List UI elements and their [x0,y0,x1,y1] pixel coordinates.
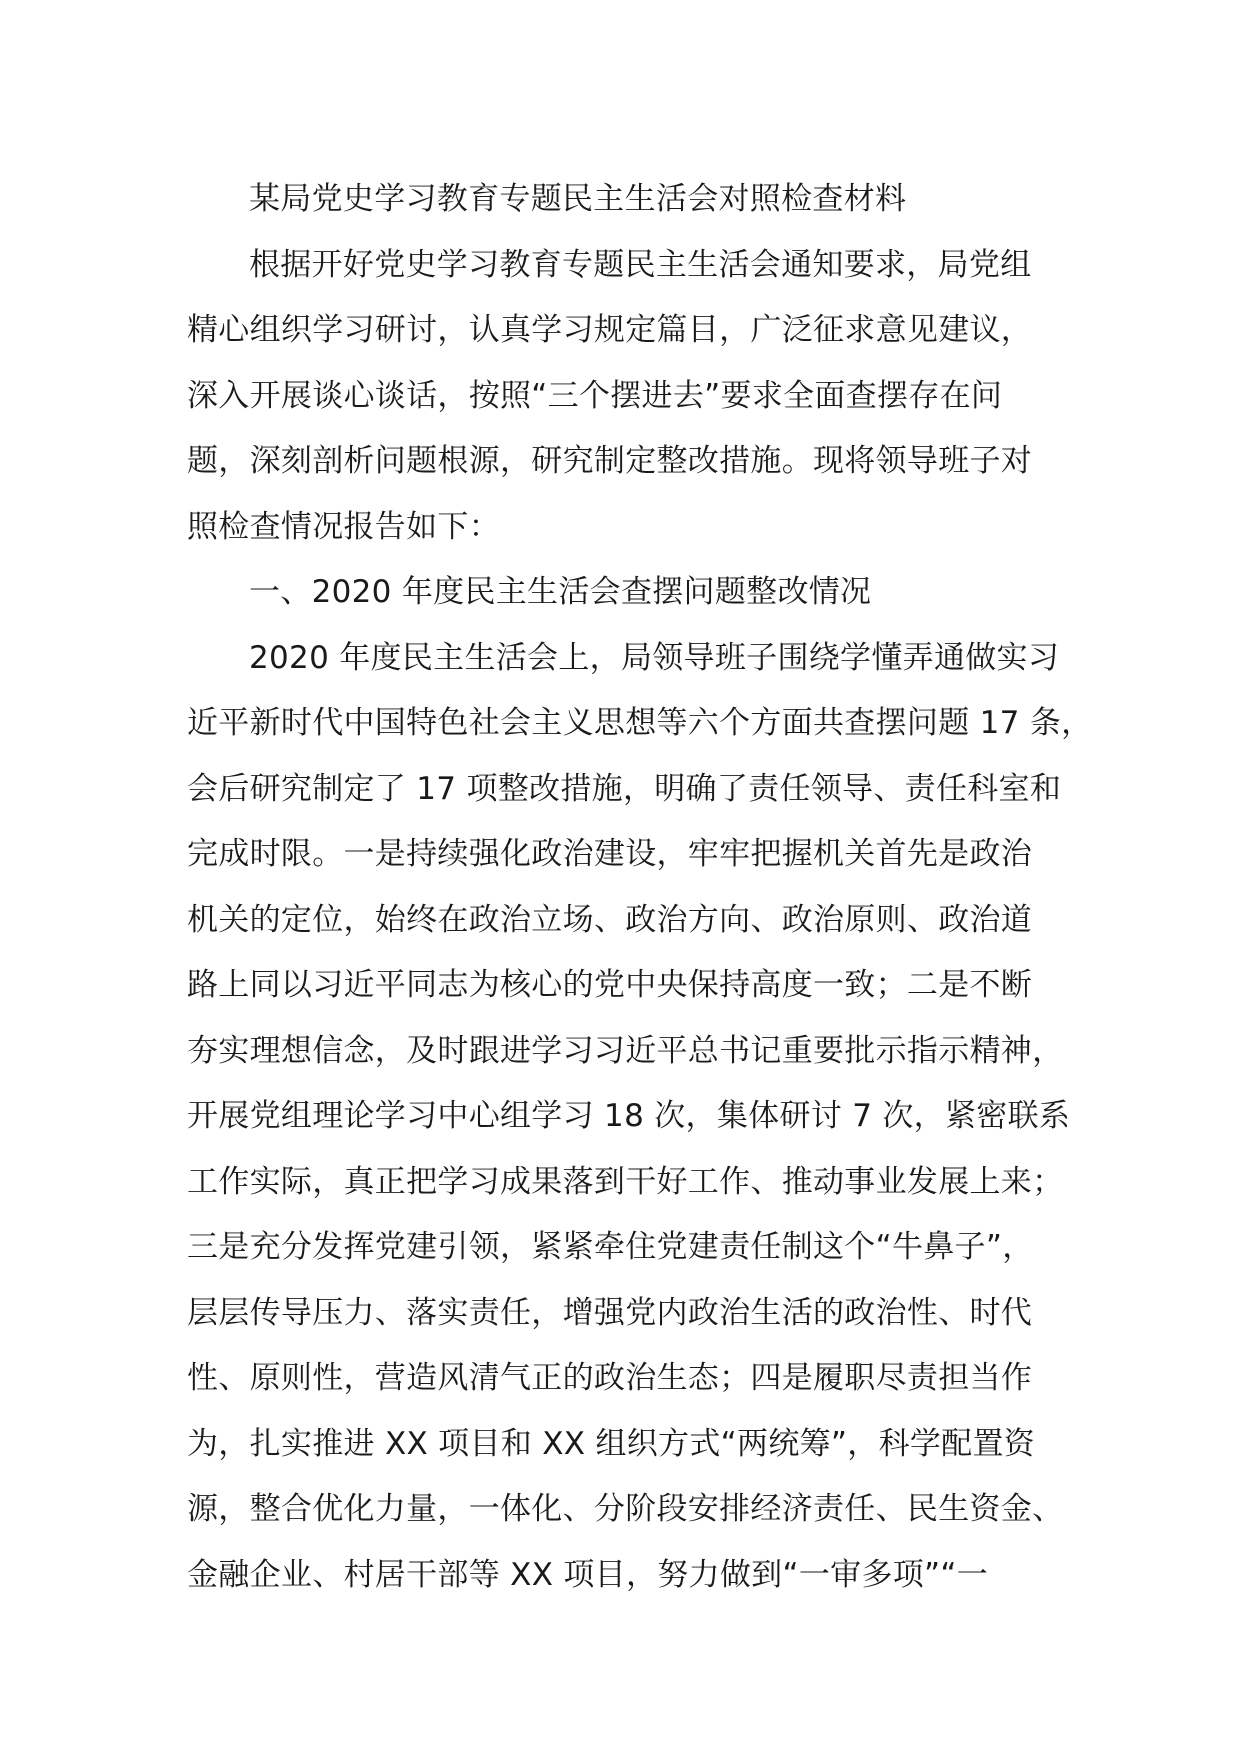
paragraph-line: 三是充分发挥党建引领，紧紧牵住党建责任制这个“牛鼻子”， [187,1229,1034,1265]
paragraph-line: 性、原则性，营造风清气正的政治生态；四是履职尽责担当作 [187,1360,1033,1396]
paragraph-line: 工作实际，真正把学习成果落到干好工作、推动事业发展上来； [187,1163,1064,1200]
document-title: 某局党史学习教育专题民主生活会对照检查材料 [249,181,907,217]
paragraph-line: 精心组织学习研讨，认真学习规定篇目，广泛征求意见建议， [187,312,1033,348]
paragraph-line: 为，扎实推进 XX 项目和 XX 组织方式“两统筹”，科学配置资 [187,1425,1036,1462]
paragraph-line: 根据开好党史学习教育专题民主生活会通知要求，局党组 [249,246,1032,283]
paragraph-line: 夯实理想信念，及时跟进学习习近平总书记重要批示指示精神， [187,1032,1064,1069]
paragraph-line: 机关的定位，始终在政治立场、政治方向、政治原则、政治道 [187,901,1033,938]
section-heading: 一、2020 年度民主生活会查摆问题整改情况 [249,574,872,610]
paragraph-line: 路上同以习近平同志为核心的党中央保持高度一致；二是不断 [187,967,1033,1003]
paragraph-line: 源，整合优化力量，一体化、分阶段安排经济责任、民生资金、 [187,1491,1064,1527]
document-body [187,167,1093,1608]
paragraph-line: 金融企业、村居干部等 XX 项目，努力做到“一审多项”“一 [187,1556,989,1593]
paragraph-line: 近平新时代中国特色社会主义思想等六个方面共查摆问题 17 条， [187,705,1093,741]
paragraph-line: 2020 年度民主生活会上，局领导班子围绕学懂弄通做实习 [249,639,1060,676]
paragraph-line: 开展党组理论学习中心组学习 18 次，集体研讨 7 次，紧密联系 [187,1098,1071,1134]
paragraph-line: 完成时限。一是持续强化政治建设，牢牢把握机关首先是政治 [187,836,1033,872]
paragraph-line: 照检查情况报告如下： [187,508,500,545]
paragraph-line: 深入开展谈心谈话，按照“三个摆进去”要求全面查摆存在问 [187,377,1003,414]
paragraph-line: 会后研究制定了 17 项整改措施，明确了责任领导、责任科室和 [187,770,1062,807]
paragraph-line: 题，深刻剖析问题根源，研究制定整改措施。现将领导班子对 [187,443,1033,479]
paragraph-line: 层层传导压力、落实责任，增强党内政治生活的政治性、时代 [187,1294,1033,1331]
